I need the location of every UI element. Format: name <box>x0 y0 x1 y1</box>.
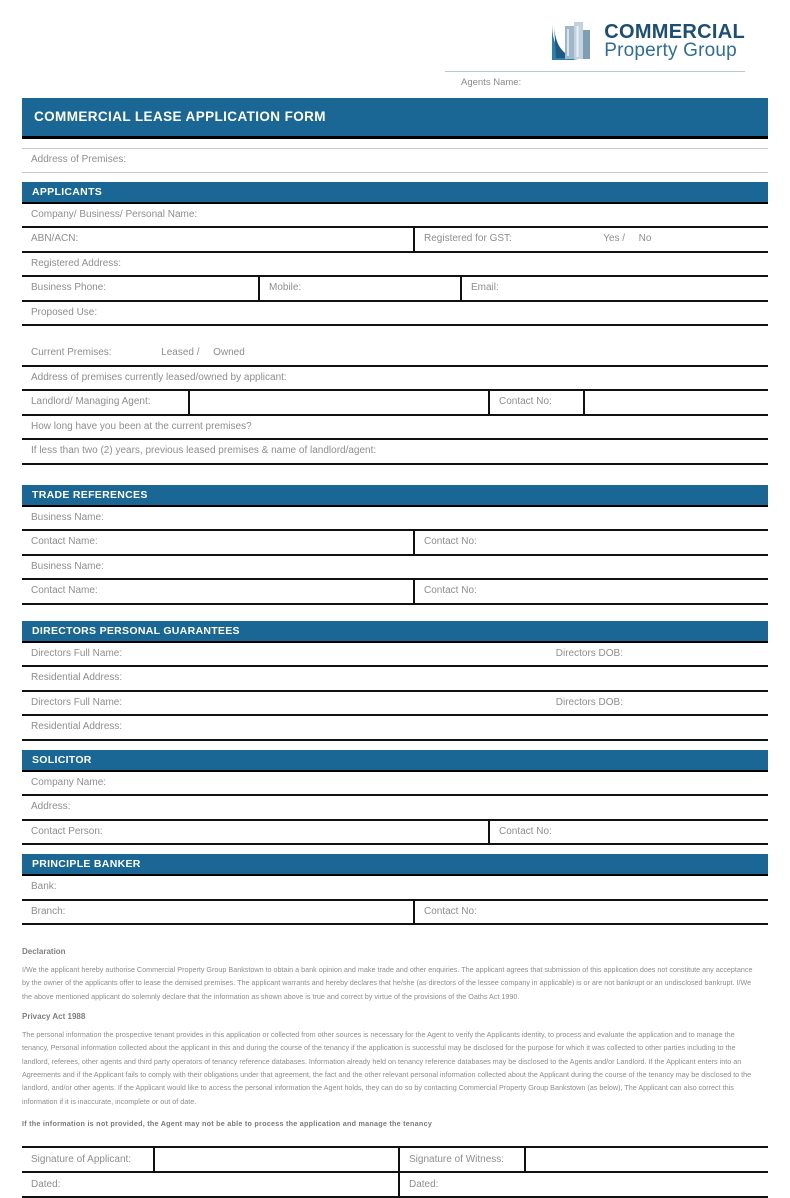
address-current-premises-label: Address of premises currently leased/owned by applicant: <box>31 371 287 383</box>
solicitor-address-row <box>22 796 768 821</box>
section-header-applicants: APPLICANTS <box>22 182 768 204</box>
gst-label: Registered for GST: <box>424 233 512 244</box>
trade-contact-no-label: Contact No: <box>413 531 768 554</box>
branch-row <box>22 901 768 926</box>
branch-label: Branch: <box>31 905 66 917</box>
form-body <box>22 98 768 1198</box>
landlord-contact-no-input[interactable] <box>583 391 768 414</box>
signature-applicant-label: Signature of Applicant: <box>31 1154 132 1166</box>
registered-address-label: Registered Address: <box>31 257 122 269</box>
director-name-cell <box>22 643 768 666</box>
signature-row <box>22 1146 768 1173</box>
business-phone-label: Business Phone: <box>31 282 107 293</box>
address-of-premises-label: Address of Premises: <box>31 154 127 165</box>
solicitor-contact-person-label: Contact Person: <box>31 825 103 837</box>
abn-label: ABN/ACN: <box>31 233 79 244</box>
director-address-row <box>22 667 768 692</box>
section-header-banker: PRINCIPLE BANKER <box>22 854 768 876</box>
declaration-body: I/We the applicant hereby authorise Commercial Property Group Bankstown to obtain a bank opinion and make trade and other enquiries. The applicant agrees that submission of this application does not constitute any acceptance by the owner of the applicants offer to lease the demised premises. The applicant warrants and hereby declares that he/she (as directors of the lessee company in applicable) is or are not bankrupt or an undisclosed bankrupt. I/We the above mentioned applicant do solemnly declare that the information as shown above is true and correct by virtue of the provisions of the Oaths Act 1990. <box>22 965 753 1001</box>
current-premises-label: Current Premises: <box>31 347 112 358</box>
building-logo-icon <box>548 17 596 65</box>
proposed-use-label: Proposed Use: <box>31 306 98 318</box>
solicitor-contact-row <box>22 821 768 846</box>
trade-contact-name-label: Contact Name: <box>31 536 98 547</box>
trade-contact-row <box>22 531 768 556</box>
current-premises-cell <box>22 342 768 365</box>
page-title: COMMERCIAL LEASE APPLICATION FORM <box>22 98 768 139</box>
landlord-contact-no-label: Contact No: <box>488 391 583 414</box>
bank-contact-no-label: Contact No: <box>413 901 768 924</box>
signature-applicant-input[interactable] <box>153 1148 398 1171</box>
dated-applicant-label: Dated: <box>31 1179 61 1191</box>
gst-no-option[interactable]: No <box>638 233 652 244</box>
logo-title-line2: Property Group <box>604 40 737 61</box>
gst-yes-option[interactable]: Yes / <box>603 233 626 244</box>
logo-divider <box>445 71 745 72</box>
director-name-cell-2 <box>22 692 768 715</box>
trade-business-name-label: Business Name: <box>31 511 104 523</box>
registered-address-row <box>22 253 768 278</box>
director-full-name-label-2: Directors Full Name: <box>31 696 123 708</box>
privacy-act-note: If the information is not provided, the Agent may not be able to process the application and manage the tenancy <box>22 1118 433 1128</box>
signature-witness-label: Signature of Witness: <box>398 1148 524 1171</box>
address-of-premises-row <box>22 148 768 173</box>
leased-option[interactable]: Leased / <box>161 347 200 358</box>
trade-contact-no-label-2: Contact No: <box>413 580 768 603</box>
director-full-name-label: Directors Full Name: <box>31 647 123 659</box>
director-address-row <box>22 716 768 741</box>
landlord-agent-input[interactable] <box>188 391 488 414</box>
landlord-agent-row <box>22 391 768 416</box>
declaration-heading: Declaration <box>22 947 66 956</box>
director-name-row <box>22 643 768 668</box>
company-name-label: Company/ Business/ Personal Name: <box>31 208 198 220</box>
director-residential-address-label-2: Residential Address: <box>31 721 123 732</box>
bank-label: Bank: <box>31 881 57 892</box>
address-current-premises-row <box>22 367 768 392</box>
trade-business-name-row <box>22 556 768 581</box>
how-long-row <box>22 416 768 441</box>
agents-name-label: Agents Name: <box>461 77 522 88</box>
brand-logo-area <box>445 14 745 94</box>
section-header-trade-references: TRADE REFERENCES <box>22 485 768 507</box>
phone-mobile-email-row <box>22 277 768 302</box>
mobile-label: Mobile: <box>258 277 460 300</box>
email-label: Email: <box>460 277 768 300</box>
dated-row <box>22 1173 768 1198</box>
logo-title-line1: COMMERCIAL <box>604 21 745 43</box>
solicitor-company-row <box>22 772 768 797</box>
previous-premises-label: If less than two (2) years, previous leased premises & name of landlord/agent: <box>31 445 377 456</box>
director-residential-address-label: Residential Address: <box>31 672 123 683</box>
trade-contact-name-label-2: Contact Name: <box>31 585 98 596</box>
company-name-row <box>22 204 768 229</box>
current-premises-row <box>22 342 768 367</box>
gst-cell <box>413 228 768 251</box>
trade-contact-row <box>22 580 768 605</box>
trade-business-name-label-2: Business Name: <box>31 560 104 572</box>
how-long-label: How long have you been at the current premises? <box>31 420 252 432</box>
director-dob-label: Directors DOB: <box>555 647 623 659</box>
signature-witness-input[interactable] <box>524 1148 768 1171</box>
director-dob-label-2: Directors DOB: <box>555 696 623 708</box>
solicitor-company-name-label: Company Name: <box>31 776 107 788</box>
section-header-directors: DIRECTORS PERSONAL GUARANTEES <box>22 621 768 643</box>
trade-business-name-row <box>22 507 768 532</box>
proposed-use-row <box>22 302 768 327</box>
bank-row <box>22 876 768 901</box>
solicitor-contact-no-label: Contact No: <box>488 821 768 844</box>
dated-witness-label: Dated: <box>398 1173 768 1196</box>
signature-block <box>22 1146 768 1198</box>
declaration-block <box>22 947 758 1130</box>
landlord-agent-label: Landlord/ Managing Agent: <box>31 396 151 407</box>
section-header-solicitor: SOLICITOR <box>22 750 768 772</box>
privacy-act-heading: Privacy Act 1988 <box>22 1011 86 1021</box>
previous-premises-row <box>22 440 768 465</box>
director-name-row <box>22 692 768 717</box>
solicitor-address-label: Address: <box>31 801 71 812</box>
owned-option[interactable]: Owned <box>213 347 245 358</box>
privacy-act-body: The personal information the prospective tenant provides in this application or collected from other sources is necessary for the Agent to verify the Applicants identity, to process and evaluate the application and to manage the tenancy, Personal information collected about the applicant in this and during the course of the tenancy if the application is successful may be disclosed for the purpose for which it was collected to other parties including to the landlord, referees, other agents and third party operators of tenancy reference databases. Information already held on tenancy reference databases may be disclosed to the Agents and/or Landlord. If the Applicant enters into an Agreements and if the Applicant fails to comply with their obligations under that agreement, the fact and the other relevant personal information collected about the Applicant during the course of the tenancy may be disclosed to the landlord, and/or other agents. If the Applicant would like to access the personal information the Agent holds, they can do so by contacting Commercial Property Group Bankstown (as below), The Applicant can also correct this information if it is inaccurate, incomplete or out of date. <box>22 1029 752 1106</box>
abn-gst-row <box>22 228 768 253</box>
